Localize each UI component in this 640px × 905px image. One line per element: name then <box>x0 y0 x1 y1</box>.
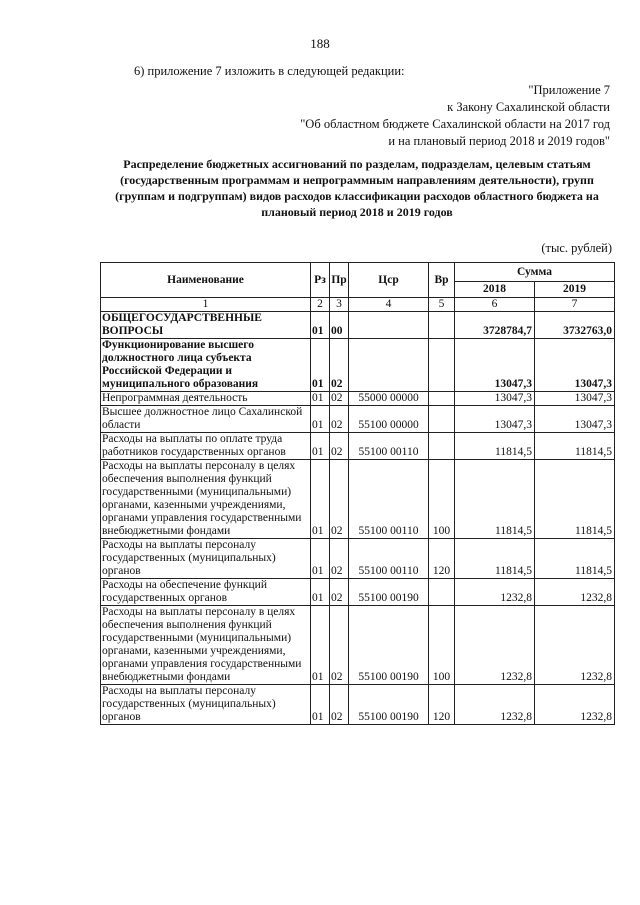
header-sum: Сумма <box>455 263 615 282</box>
row-csr: 55100 00190 <box>349 606 429 685</box>
row-pr: 02 <box>330 539 349 579</box>
table-row <box>101 339 615 392</box>
row-vr: 100 <box>429 606 455 685</box>
table-row <box>101 392 615 406</box>
budget-table <box>100 262 615 725</box>
row-vr: 120 <box>429 685 455 725</box>
row-vr <box>429 406 455 433</box>
row-2019: 13047,3 <box>535 392 615 406</box>
row-vr <box>429 433 455 460</box>
header-2018: 2018 <box>455 282 535 298</box>
table-row <box>101 460 615 539</box>
row-csr: 55000 00000 <box>349 392 429 406</box>
row-pr: 02 <box>330 579 349 606</box>
row-2018: 11814,5 <box>455 460 535 539</box>
intro-text: 6) приложение 7 изложить в следующей редакции: <box>134 64 405 78</box>
row-rz: 01 <box>311 392 330 406</box>
row-pr: 00 <box>330 312 349 339</box>
table-row <box>101 312 615 339</box>
row-vr <box>429 312 455 339</box>
column-number: 7 <box>535 298 615 312</box>
table-row <box>101 406 615 433</box>
column-number: 4 <box>349 298 429 312</box>
column-number: 6 <box>455 298 535 312</box>
row-csr: 55100 00110 <box>349 433 429 460</box>
header-2019: 2019 <box>535 282 615 298</box>
row-2019: 13047,3 <box>535 406 615 433</box>
appendix-line-1: "Приложение 7 <box>528 83 610 97</box>
document-title: Распределение бюджетных ассигнований по разделам, подразделам, целевым статьям (государственным программам и непрограммным направлениям деятельности), групп (группам и подгруппам) видов расходов классификации расходов областного бюджета на плановый период 2018 и 2019 годов <box>115 157 599 219</box>
row-csr: 55100 00110 <box>349 460 429 539</box>
row-name: Расходы на выплаты персоналу государственных (муниципальных) органов <box>101 539 311 579</box>
row-2018: 11814,5 <box>455 433 535 460</box>
row-rz: 01 <box>311 539 330 579</box>
row-csr: 55100 00000 <box>349 406 429 433</box>
appendix-reference <box>300 82 610 150</box>
row-2019: 11814,5 <box>535 460 615 539</box>
row-rz: 01 <box>311 460 330 539</box>
header-rz: Рз <box>311 263 330 298</box>
row-pr: 02 <box>330 685 349 725</box>
row-rz: 01 <box>311 433 330 460</box>
appendix-line-4: и на плановый период 2018 и 2019 годов" <box>388 134 610 148</box>
header-vr: Вр <box>429 263 455 298</box>
table-row <box>101 579 615 606</box>
column-number: 3 <box>330 298 349 312</box>
row-pr: 02 <box>330 460 349 539</box>
row-name: Функционирование высшего должностного лица субъекта Российской Федерации и муниципального образования <box>101 339 311 392</box>
row-rz: 01 <box>311 579 330 606</box>
row-2018: 1232,8 <box>455 579 535 606</box>
row-rz: 01 <box>311 312 330 339</box>
row-name: Расходы на выплаты персоналу государственных (муниципальных) органов <box>101 685 311 725</box>
row-rz: 01 <box>311 406 330 433</box>
table-row <box>101 539 615 579</box>
header-csr: Цср <box>349 263 429 298</box>
row-pr: 02 <box>330 392 349 406</box>
row-pr: 02 <box>330 406 349 433</box>
row-name: Расходы на выплаты по оплате труда работников государственных органов <box>101 433 311 460</box>
row-pr: 02 <box>330 606 349 685</box>
row-2019: 11814,5 <box>535 433 615 460</box>
row-2018: 13047,3 <box>455 406 535 433</box>
header-pr: Пр <box>330 263 349 298</box>
column-number-row <box>101 298 615 312</box>
row-rz: 01 <box>311 606 330 685</box>
row-vr <box>429 392 455 406</box>
row-vr: 100 <box>429 460 455 539</box>
row-2019: 3732763,0 <box>535 312 615 339</box>
row-2018: 1232,8 <box>455 685 535 725</box>
row-vr: 120 <box>429 539 455 579</box>
row-name: Непрограммная деятельность <box>101 392 311 406</box>
row-pr: 02 <box>330 339 349 392</box>
appendix-line-2: к Закону Сахалинской области <box>447 100 610 114</box>
table-row <box>101 685 615 725</box>
appendix-line-3: "Об областном бюджете Сахалинской области на 2017 год <box>300 117 610 131</box>
row-name: Расходы на обеспечение функций государственных органов <box>101 579 311 606</box>
row-csr: 55100 00110 <box>349 539 429 579</box>
row-2018: 3728784,7 <box>455 312 535 339</box>
row-rz: 01 <box>311 685 330 725</box>
row-csr <box>349 339 429 392</box>
row-2019: 1232,8 <box>535 685 615 725</box>
row-2019: 11814,5 <box>535 539 615 579</box>
row-2018: 11814,5 <box>455 539 535 579</box>
row-name: ОБЩЕГОСУДАРСТВЕННЫЕ ВОПРОСЫ <box>101 312 311 339</box>
table-row <box>101 433 615 460</box>
row-name: Расходы на выплаты персоналу в целях обеспечения выполнения функций государственными (муниципальными) органами, казенными учреждениями, органами управления государственными внебюджетными фондами <box>101 460 311 539</box>
row-csr: 55100 00190 <box>349 579 429 606</box>
row-csr: 55100 00190 <box>349 685 429 725</box>
row-vr <box>429 339 455 392</box>
table-row <box>101 606 615 685</box>
row-csr <box>349 312 429 339</box>
row-2018: 13047,3 <box>455 392 535 406</box>
column-number: 5 <box>429 298 455 312</box>
row-vr <box>429 579 455 606</box>
page-number: 188 <box>310 36 330 51</box>
header-name: Наименование <box>101 263 311 298</box>
row-2019: 13047,3 <box>535 339 615 392</box>
row-2019: 1232,8 <box>535 579 615 606</box>
row-2018: 1232,8 <box>455 606 535 685</box>
column-number: 2 <box>311 298 330 312</box>
row-name: Высшее должностное лицо Сахалинской области <box>101 406 311 433</box>
units-label: (тыс. рублей) <box>541 241 612 255</box>
row-2019: 1232,8 <box>535 606 615 685</box>
row-name: Расходы на выплаты персоналу в целях обеспечения выполнения функций государственными (муниципальными) органами, казенными учреждениями, органами управления государственными внебюджетными фондами <box>101 606 311 685</box>
row-2018: 13047,3 <box>455 339 535 392</box>
column-number: 1 <box>101 298 311 312</box>
row-pr: 02 <box>330 433 349 460</box>
row-rz: 01 <box>311 339 330 392</box>
